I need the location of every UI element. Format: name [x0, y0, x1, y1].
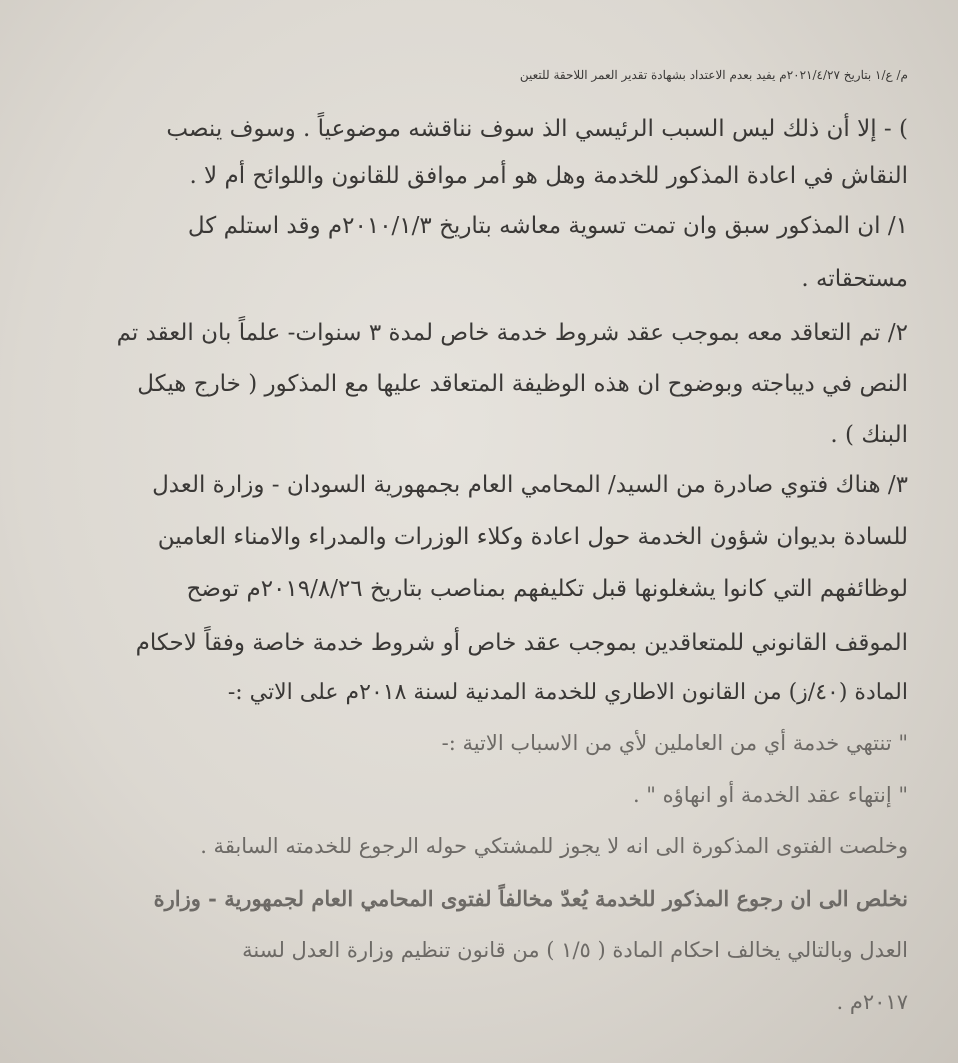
text-line-2: ) - إلا أن ذلك ليس السبب الرئيسي الذ سوف نناقشه موضوعياً . وسوف ينصب	[166, 116, 908, 142]
text-line-7: النص في ديباجته وبوضوح ان هذه الوظيفة المتعاقد عليها مع المذكور ( خارج هيكل	[137, 371, 908, 397]
conclusion-line-2: العدل وبالتالي يخالف احكام المادة ( ١/٥ ) من قانون تنظيم وزارة العدل لسنة	[242, 938, 908, 962]
text-line-10: للسادة بديوان شؤون الخدمة حول اعادة وكلاء الوزرات والمدراء والامناء العامين	[157, 524, 908, 550]
text-line-13: المادة (٤٠/ز) من القانون الاطاري للخدمة المدنية لسنة ٢٠١٨م على الاتي :-	[227, 680, 908, 705]
text-line-1: م/ ع/١ بتاريخ ٢٠٢١/٤/٢٧م يفيد بعدم الاعتداد بشهادة تقدير العمر اللاحقة للتعين	[519, 68, 908, 82]
text-line-14: وخلصت الفتوى المذكورة الى انه لا يجوز للمشتكي حوله الرجوع للخدمته السابقة .	[200, 834, 908, 858]
text-line-8: البنك ) .	[830, 422, 908, 448]
text-line-12: الموقف القانوني للمتعاقدين بموجب عقد خاص أو شروط خدمة خاصة وفقاً لاحكام	[135, 630, 908, 656]
conclusion-line-1: نخلص الى ان رجوع المذكور للخدمة يُعدّ مخالفاً لفتوى المحامي العام لجمهورية - وزارة	[153, 886, 908, 911]
document-page	[58, 48, 908, 1063]
text-line-3: النقاش في اعادة المذكور للخدمة وهل هو أمر موافق للقانون واللوائح أم لا .	[189, 163, 908, 189]
text-line-5: مستحقاته .	[801, 266, 908, 292]
text-line-11: لوظائفهم التي كانوا يشغلونها قبل تكليفهم بمناصب بتاريخ ٢٠١٩/٨/٢٦م توضح	[186, 576, 908, 602]
quote-line-2: " إنتهاء عقد الخدمة أو انهاؤه " .	[632, 783, 908, 807]
text-line-6: ٢/ تم التعاقد معه بموجب عقد شروط خدمة خاص لمدة ٣ سنوات- علماً بان العقد تم	[116, 320, 908, 346]
text-line-4: ١/ ان المذكور سبق وان تمت تسوية معاشه بتاريخ ٢٠١٠/١/٣م وقد استلم كل	[187, 213, 908, 239]
conclusion-line-3: ٢٠١٧م .	[836, 990, 908, 1014]
quote-line-1: " تنتهي خدمة أي من العاملين لأي من الاسباب الاتية :-	[441, 731, 908, 755]
text-line-9: ٣/ هناك فتوي صادرة من السيد/ المحامي العام بجمهورية السودان - وزارة العدل	[152, 472, 908, 498]
